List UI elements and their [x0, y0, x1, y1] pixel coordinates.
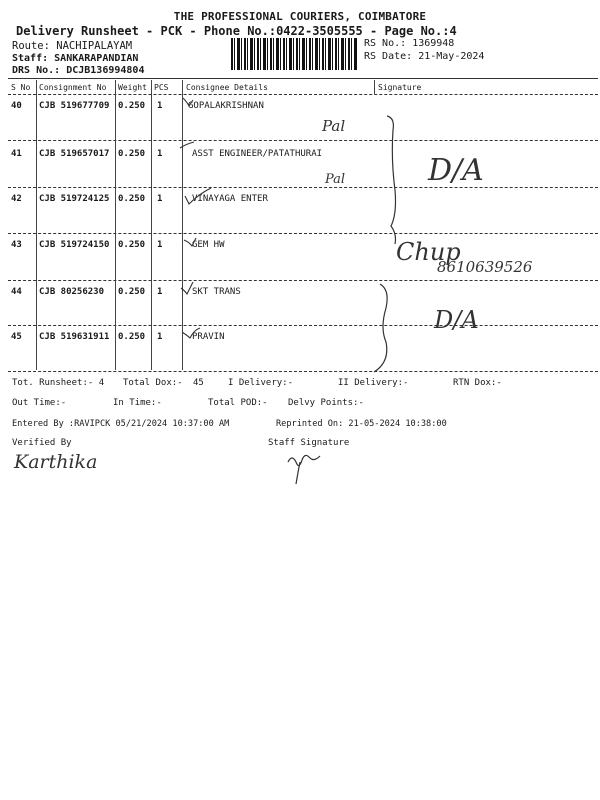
- row-sno: 42: [11, 194, 22, 204]
- entered-by: Entered By :RAVIPCK 05/21/2024 10:37:00 AM: [12, 419, 230, 429]
- rtn-dox: RTN Dox:-: [453, 378, 502, 388]
- header-divider: [8, 94, 598, 95]
- row-weight: 0.250: [118, 101, 146, 111]
- staff-label: Staff:: [12, 53, 49, 64]
- row-weight: 0.250: [118, 149, 146, 159]
- col-header-consignment: Consignment No: [39, 83, 107, 92]
- row-sno: 41: [11, 149, 22, 159]
- row-consignee: SKT TRANS: [192, 287, 241, 297]
- brace-icon: [374, 284, 387, 372]
- col-header-signature: Signature: [378, 83, 422, 92]
- row-consignee: PRAVIN: [192, 332, 225, 342]
- company-title: THE PROFESSIONAL COURIERS, COIMBATORE: [173, 10, 427, 23]
- row-consignment: CJB 519657017: [39, 149, 110, 159]
- row-divider: [8, 280, 598, 281]
- row-consignment: CJB 80256230: [39, 287, 105, 297]
- row-consignment: CJB 519631911: [39, 332, 110, 342]
- staff-value: SANKARAPANDIAN: [54, 53, 139, 64]
- col-header-pcs: PCS: [154, 83, 169, 92]
- rs-date-label: RS Date:: [364, 51, 413, 62]
- i-delivery: I Delivery:-: [228, 378, 294, 388]
- drs-line: [12, 65, 144, 76]
- reprinted-on: Reprinted On: 21-05-2024 10:38:00: [276, 419, 447, 429]
- verified-by-label: Verified By: [12, 438, 72, 448]
- handwritten-phone: 8610639526: [437, 258, 533, 276]
- staff-line: [12, 53, 138, 64]
- col-divider: [36, 80, 37, 370]
- row-divider: [8, 140, 598, 141]
- total-runsheet: Tot. Runsheet:- 4: [12, 378, 105, 388]
- row-pcs: 1: [157, 194, 163, 204]
- barcode-image: [231, 38, 357, 70]
- col-divider: [374, 80, 375, 94]
- col-header-sno: S No: [11, 83, 31, 92]
- drs-label: DRS No.:: [12, 65, 61, 76]
- row-consignee: GOPALAKRISHNAN: [188, 101, 264, 111]
- col-divider: [115, 80, 116, 370]
- row-pcs: 1: [157, 101, 163, 111]
- in-time: In Time:-: [113, 398, 162, 408]
- rs-date-value: 21-May-2024: [418, 51, 485, 62]
- da-mark-2: D/A: [434, 306, 479, 334]
- drs-value: DCJB136994804: [66, 65, 145, 76]
- row-divider: [8, 187, 598, 188]
- runsheet-subtitle: Delivery Runsheet - PCK - Phone No.:0422-3505555 - Page No.:4: [16, 24, 457, 38]
- route-line: [12, 40, 132, 52]
- brace-icon: [387, 116, 396, 244]
- tick-marks: [180, 98, 211, 338]
- col-divider: [151, 80, 152, 370]
- row-pcs: 1: [157, 287, 163, 297]
- row41-signature: Pal: [325, 172, 346, 187]
- total-dox-label: Total Dox:-: [123, 378, 183, 388]
- rs-no-value: 1369948: [412, 38, 455, 49]
- row-consignment: CJB 519677709: [39, 101, 110, 111]
- row-consignee: VINAYAGA ENTER: [192, 194, 268, 204]
- row-pcs: 1: [157, 149, 163, 159]
- row-consignee: ASST ENGINEER/PATATHURAI: [192, 149, 323, 159]
- row-weight: 0.250: [118, 332, 146, 342]
- staff-signature-scribble: [288, 455, 320, 484]
- da-mark-1: D/A: [428, 153, 484, 188]
- delvy-points: Delvy Points:-: [288, 398, 364, 408]
- row-weight: 0.250: [118, 194, 146, 204]
- row-sno: 43: [11, 240, 22, 250]
- row-consignment: CJB 519724150: [39, 240, 110, 250]
- row-pcs: 1: [157, 332, 163, 342]
- total-pod: Total POD:-: [208, 398, 268, 408]
- col-header-consignee: Consignee Details: [186, 83, 268, 92]
- row-consignee: GEM HW: [192, 240, 225, 250]
- staff-signature-label: Staff Signature: [268, 438, 350, 448]
- row-sno: 44: [11, 287, 22, 297]
- verifier-signature: Karthika: [14, 451, 98, 473]
- total-dox-value: 45: [193, 378, 204, 388]
- rs-no-line: [364, 38, 454, 49]
- out-time: Out Time:-: [12, 398, 67, 408]
- row-pcs: 1: [157, 240, 163, 250]
- row-sno: 45: [11, 332, 22, 342]
- row-weight: 0.250: [118, 240, 146, 250]
- route-value: NACHIPALAYAM: [56, 40, 133, 52]
- row-sno: 40: [11, 101, 22, 111]
- row43-signature: Chup: [396, 238, 461, 266]
- rs-no-label: RS No.:: [364, 38, 407, 49]
- table-top-border: [8, 78, 598, 79]
- ii-delivery: II Delivery:-: [338, 378, 409, 388]
- rs-date-line: [364, 51, 484, 62]
- bracket-marks: [374, 116, 396, 372]
- row40-signature: Pal: [322, 117, 346, 135]
- col-header-weight: Weight: [118, 83, 147, 92]
- row-divider: [8, 371, 598, 372]
- row-weight: 0.250: [118, 287, 146, 297]
- col-divider: [182, 80, 183, 370]
- row-divider: [8, 233, 598, 234]
- route-label: Route:: [12, 40, 50, 52]
- row-consignment: CJB 519724125: [39, 194, 110, 204]
- row-divider: [8, 325, 598, 326]
